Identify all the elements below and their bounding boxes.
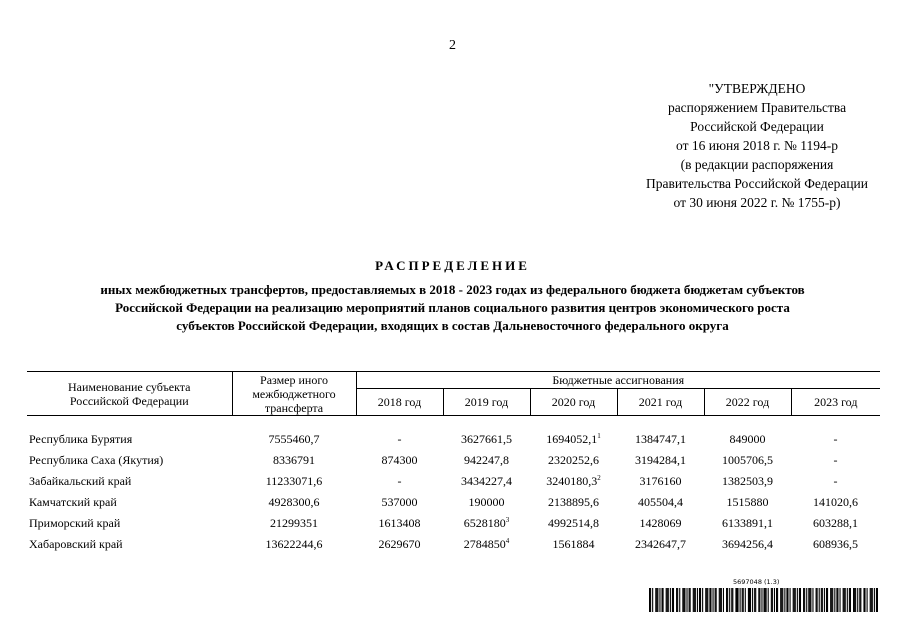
barcode-bar <box>837 588 838 612</box>
allocation-value: 1428069 <box>639 516 682 530</box>
approval-stamp <box>612 79 902 212</box>
allocation-value: 537000 <box>381 495 418 509</box>
barcode-bar <box>666 588 667 612</box>
barcode-bar <box>808 588 809 612</box>
allocation-cell <box>443 471 530 492</box>
barcode-bar <box>673 588 674 612</box>
header-year: 2019 год <box>443 389 530 416</box>
approval-line: Правительства Российской Федерации <box>646 176 868 191</box>
barcode-bar <box>804 588 805 612</box>
barcode-bar <box>832 588 833 612</box>
barcode-bar <box>727 588 728 612</box>
barcode-bar <box>686 588 687 612</box>
barcode-bar <box>826 588 827 612</box>
barcode-bar <box>761 588 762 612</box>
barcode-bar <box>831 588 832 612</box>
header-transfer-amount: Размер иного межбюджетного трансферта <box>232 372 356 416</box>
barcode-bar <box>657 588 658 612</box>
allocation-cell <box>617 534 704 555</box>
allocation-value: 4992514,8 <box>548 516 599 530</box>
allocation-value: 3194284,1 <box>635 453 686 467</box>
allocation-value: 603288,1 <box>813 516 859 530</box>
barcode-bar <box>721 588 722 612</box>
barcode-bar <box>863 588 864 612</box>
allocation-value: 6133891,1 <box>722 516 773 530</box>
barcode-bar <box>679 588 680 612</box>
allocation-value: 1561884 <box>552 537 595 551</box>
approval-line: "УТВЕРЖДЕНО <box>708 81 806 96</box>
barcode-bar <box>774 588 775 612</box>
allocation-value: 874300 <box>381 453 418 467</box>
allocation-value: 141020,6 <box>813 495 859 509</box>
barcode-bar <box>850 588 851 612</box>
approval-line: от 16 июня 2018 г. № 1194-р <box>676 138 838 153</box>
barcode-bar <box>649 588 650 612</box>
allocation-value: 3240180,3 <box>546 474 598 488</box>
allocation-cell <box>791 429 880 450</box>
allocation-value: 1384747,1 <box>635 432 686 446</box>
header-year: 2021 год <box>617 389 704 416</box>
barcode-bar <box>748 588 749 612</box>
approval-line: распоряжением Правительства <box>667 100 847 115</box>
subject-name-cell: Камчатский край <box>29 495 117 509</box>
allocation-cell <box>443 534 530 555</box>
barcode-label: 5697048 (1.3) <box>733 578 780 586</box>
allocation-value: 405504,4 <box>638 495 683 509</box>
barcode-bar <box>847 588 848 612</box>
allocation-value: 1515880 <box>726 495 769 509</box>
table-row <box>27 429 880 450</box>
allocation-cell <box>617 450 704 471</box>
barcode-bar <box>819 588 820 612</box>
barcode-bar <box>794 588 795 612</box>
header-subject-name: Наименование субъекта Российской Федерации <box>27 372 232 416</box>
barcode-bar <box>790 588 791 612</box>
allocation-value: 942247,8 <box>464 453 509 467</box>
barcode-bar <box>766 588 767 612</box>
allocation-value: 2784850 <box>463 537 506 551</box>
allocation-value: - <box>833 453 838 467</box>
barcode-bar <box>700 588 701 612</box>
barcode-bar <box>745 588 746 612</box>
barcode-bar <box>870 588 871 612</box>
barcode-bar <box>716 588 717 612</box>
allocation-value: 608936,5 <box>813 537 859 551</box>
barcode-bar <box>684 588 685 612</box>
barcode-bar <box>750 588 751 612</box>
table-body <box>27 416 880 556</box>
barcode-bar <box>768 588 769 612</box>
barcode-bar <box>793 588 794 612</box>
barcode-bar <box>771 588 772 612</box>
barcode-bar <box>694 588 695 612</box>
table-row <box>27 450 880 471</box>
allocation-cell <box>791 513 880 534</box>
table-row <box>27 471 880 492</box>
allocation-cell <box>530 471 617 492</box>
allocation-cell <box>617 492 704 513</box>
barcode-bar <box>822 588 823 612</box>
barcode-bar <box>710 588 711 612</box>
allocation-cell <box>530 492 617 513</box>
barcode-bar <box>843 588 844 612</box>
allocation-cell <box>791 492 880 513</box>
barcode-bar <box>857 588 858 612</box>
barcode-bar <box>697 588 698 612</box>
barcode-bar <box>650 588 651 612</box>
barcode-bar <box>732 588 733 612</box>
barcode-bar <box>765 588 766 612</box>
barcode-bar <box>672 588 673 612</box>
allocation-value: 1005706,5 <box>722 453 773 467</box>
barcode-bar <box>772 588 773 612</box>
barcode-bar <box>812 588 813 612</box>
allocation-value: 3694256,4 <box>722 537 773 551</box>
barcode-bar <box>799 588 800 612</box>
transfer-amount-cell: 8336791 <box>273 453 315 467</box>
barcode-bar <box>872 588 873 612</box>
subject-name-cell: Забайкальский край <box>29 474 132 488</box>
barcode-bar <box>764 588 765 612</box>
barcode-bar <box>715 588 716 612</box>
barcode-bar <box>809 588 810 612</box>
transfer-amount-cell: 21299351 <box>270 516 318 530</box>
barcode-bar <box>702 588 703 612</box>
barcode-bar <box>849 588 850 612</box>
allocation-cell <box>356 492 443 513</box>
allocation-value: - <box>833 474 838 488</box>
barcode-bar <box>742 588 743 612</box>
barcode-bar <box>797 588 798 612</box>
barcode-bar <box>810 588 811 612</box>
barcode-bar <box>740 588 741 612</box>
barcode-bar <box>800 588 801 612</box>
subject-name-cell: Республика Саха (Якутия) <box>29 453 164 467</box>
allocation-value: 1613408 <box>378 516 421 530</box>
barcode-bar <box>720 588 721 612</box>
barcode-bar <box>781 588 782 612</box>
document-title: РАСПРЕДЕЛЕНИЕ <box>375 258 530 273</box>
barcode-bar <box>655 588 656 612</box>
barcode-bar <box>709 588 710 612</box>
allocation-value: 2342647,7 <box>635 537 686 551</box>
document-subtitle <box>20 281 885 335</box>
barcode-bar <box>661 588 662 612</box>
header-year: 2023 год <box>791 389 880 416</box>
allocation-cell <box>704 534 791 555</box>
barcode-bar <box>782 588 783 612</box>
barcode-bar <box>867 588 868 612</box>
allocation-cell <box>356 429 443 450</box>
barcode-bar <box>853 588 854 612</box>
barcode-bar <box>667 588 668 612</box>
barcode-bar <box>670 588 671 612</box>
transfer-amount-cell: 11233071,6 <box>265 474 323 488</box>
allocation-value: - <box>397 474 402 488</box>
barcode-bar <box>874 588 875 612</box>
barcode-bar <box>689 588 690 612</box>
approval-line: от 30 июня 2022 г. № 1755-р) <box>673 195 841 210</box>
allocation-cell <box>443 429 530 450</box>
barcode-bar <box>836 588 837 612</box>
barcode-bar <box>776 588 777 612</box>
barcode-bar <box>817 588 818 612</box>
allocation-value: 190000 <box>468 495 505 509</box>
barcode-bar <box>854 588 855 612</box>
allocation-cell <box>530 429 617 450</box>
allocation-cell <box>530 513 617 534</box>
allocation-cell <box>443 513 530 534</box>
allocation-cell <box>530 534 617 555</box>
allocation-value: 3627661,5 <box>461 432 512 446</box>
barcode-bar <box>743 588 744 612</box>
barcode-bar <box>777 588 778 612</box>
barcode-bar <box>683 588 684 612</box>
footnote-marker: 1 <box>597 432 601 440</box>
allocation-value: 2138895,6 <box>548 495 599 509</box>
allocation-cell <box>704 450 791 471</box>
barcode-bar <box>736 588 737 612</box>
barcode-bar <box>705 588 706 612</box>
allocation-value: 849000 <box>729 432 766 446</box>
header-year: 2020 год <box>530 389 617 416</box>
allocation-cell <box>791 471 880 492</box>
barcode-bar <box>676 588 677 612</box>
barcode-bar <box>652 588 653 612</box>
allocation-value: 6528180 <box>463 516 506 530</box>
barcode-bar <box>834 588 835 612</box>
allocation-cell <box>356 513 443 534</box>
barcode-bar <box>663 588 664 612</box>
allocation-cell <box>617 471 704 492</box>
barcode-bar <box>855 588 856 612</box>
subtitle-line: Российской Федерации на реализацию мероприятий планов социального развития центров экономического роста <box>115 300 790 315</box>
table-row <box>27 513 880 534</box>
allocation-value: 2629670 <box>378 537 421 551</box>
allocation-value: - <box>833 432 838 446</box>
barcode-bar <box>844 588 845 612</box>
barcode-bar <box>830 588 831 612</box>
allocation-cell <box>704 429 791 450</box>
page-number: 2 <box>449 38 456 53</box>
subject-name-cell: Приморский край <box>29 516 121 530</box>
barcode-bar <box>707 588 708 612</box>
barcode-bar <box>755 588 756 612</box>
allocation-value: - <box>397 432 402 446</box>
barcode-bar <box>719 588 720 612</box>
barcode-bar <box>656 588 657 612</box>
table-row <box>27 492 880 513</box>
barcode-bar <box>859 588 860 612</box>
barcode-bar <box>706 588 707 612</box>
barcode <box>649 588 878 612</box>
allocation-value: 3434227,4 <box>461 474 512 488</box>
barcode-bar <box>737 588 738 612</box>
barcode-bar <box>682 588 683 612</box>
barcode-bar <box>699 588 700 612</box>
allocation-cell <box>791 450 880 471</box>
barcode-bar <box>726 588 727 612</box>
barcode-bar <box>864 588 865 612</box>
barcode-bar <box>877 588 878 612</box>
allocation-cell <box>704 471 791 492</box>
footnote-marker: 2 <box>597 474 601 482</box>
header-budget-allocations: Бюджетные ассигнования <box>356 372 880 389</box>
barcode-bar <box>871 588 872 612</box>
barcode-bar <box>735 588 736 612</box>
barcode-bar <box>690 588 691 612</box>
footnote-marker: 3 <box>505 516 510 524</box>
allocation-cell <box>356 450 443 471</box>
barcode-bar <box>876 588 877 612</box>
subtitle-line: иных межбюджетных трансфертов, предоставляемых в 2018 - 2023 годах из федерального бюджета бюджетам субъектов <box>100 282 805 297</box>
barcode-bar <box>786 588 787 612</box>
barcode-bar <box>845 588 846 612</box>
barcode-bar <box>821 588 822 612</box>
barcode-bar <box>816 588 817 612</box>
allocation-cell <box>791 534 880 555</box>
barcode-bar <box>784 588 785 612</box>
barcode-bar <box>729 588 730 612</box>
barcode-bar <box>693 588 694 612</box>
barcode-bar <box>795 588 796 612</box>
barcode-bar <box>668 588 669 612</box>
subject-name-cell: Хабаровский край <box>29 537 123 551</box>
barcode-bar <box>827 588 828 612</box>
barcode-bar <box>749 588 750 612</box>
allocation-cell <box>530 450 617 471</box>
allocation-cell <box>356 534 443 555</box>
subtitle-line: субъектов Российской Федерации, входящих в состав Дальневосточного федерального округа <box>176 318 729 333</box>
transfer-amount-cell: 7555460,7 <box>268 432 320 446</box>
subject-name-cell: Республика Бурятия <box>29 432 133 446</box>
barcode-bar <box>806 588 807 612</box>
allocation-value: 1382503,9 <box>722 474 773 488</box>
barcode-bar <box>752 588 753 612</box>
transfer-amount-cell: 13622244,6 <box>265 537 323 551</box>
barcode-bar <box>754 588 755 612</box>
allocation-cell <box>356 471 443 492</box>
barcode-bar <box>731 588 732 612</box>
barcode-bar <box>758 588 759 612</box>
barcode-bar <box>677 588 678 612</box>
header-year: 2022 год <box>704 389 791 416</box>
barcode-bar <box>824 588 825 612</box>
barcode-bar <box>860 588 861 612</box>
barcode-bar <box>780 588 781 612</box>
header-year: 2018 год <box>356 389 443 416</box>
footnote-marker: 4 <box>505 537 510 545</box>
barcode-bar <box>787 588 788 612</box>
barcode-bar <box>695 588 696 612</box>
allocation-cell <box>443 450 530 471</box>
barcode-bar <box>803 588 804 612</box>
allocation-cell <box>617 513 704 534</box>
allocation-cell <box>617 429 704 450</box>
barcode-bar <box>659 588 660 612</box>
allocation-value: 2320252,6 <box>548 453 599 467</box>
barcode-bar <box>759 588 760 612</box>
table-row <box>27 534 880 555</box>
allocation-cell <box>704 492 791 513</box>
allocation-table <box>27 371 880 555</box>
barcode-bar <box>713 588 714 612</box>
allocation-value: 3176160 <box>639 474 682 488</box>
barcode-bar <box>839 588 840 612</box>
allocation-cell <box>704 513 791 534</box>
allocation-cell <box>443 492 530 513</box>
allocation-value: 1694052,1 <box>546 432 598 446</box>
barcode-bar <box>723 588 724 612</box>
transfer-amount-cell: 4928300,6 <box>268 495 320 509</box>
approval-line: (в редакции распоряжения <box>680 157 834 172</box>
approval-line: Российской Федерации <box>690 119 824 134</box>
